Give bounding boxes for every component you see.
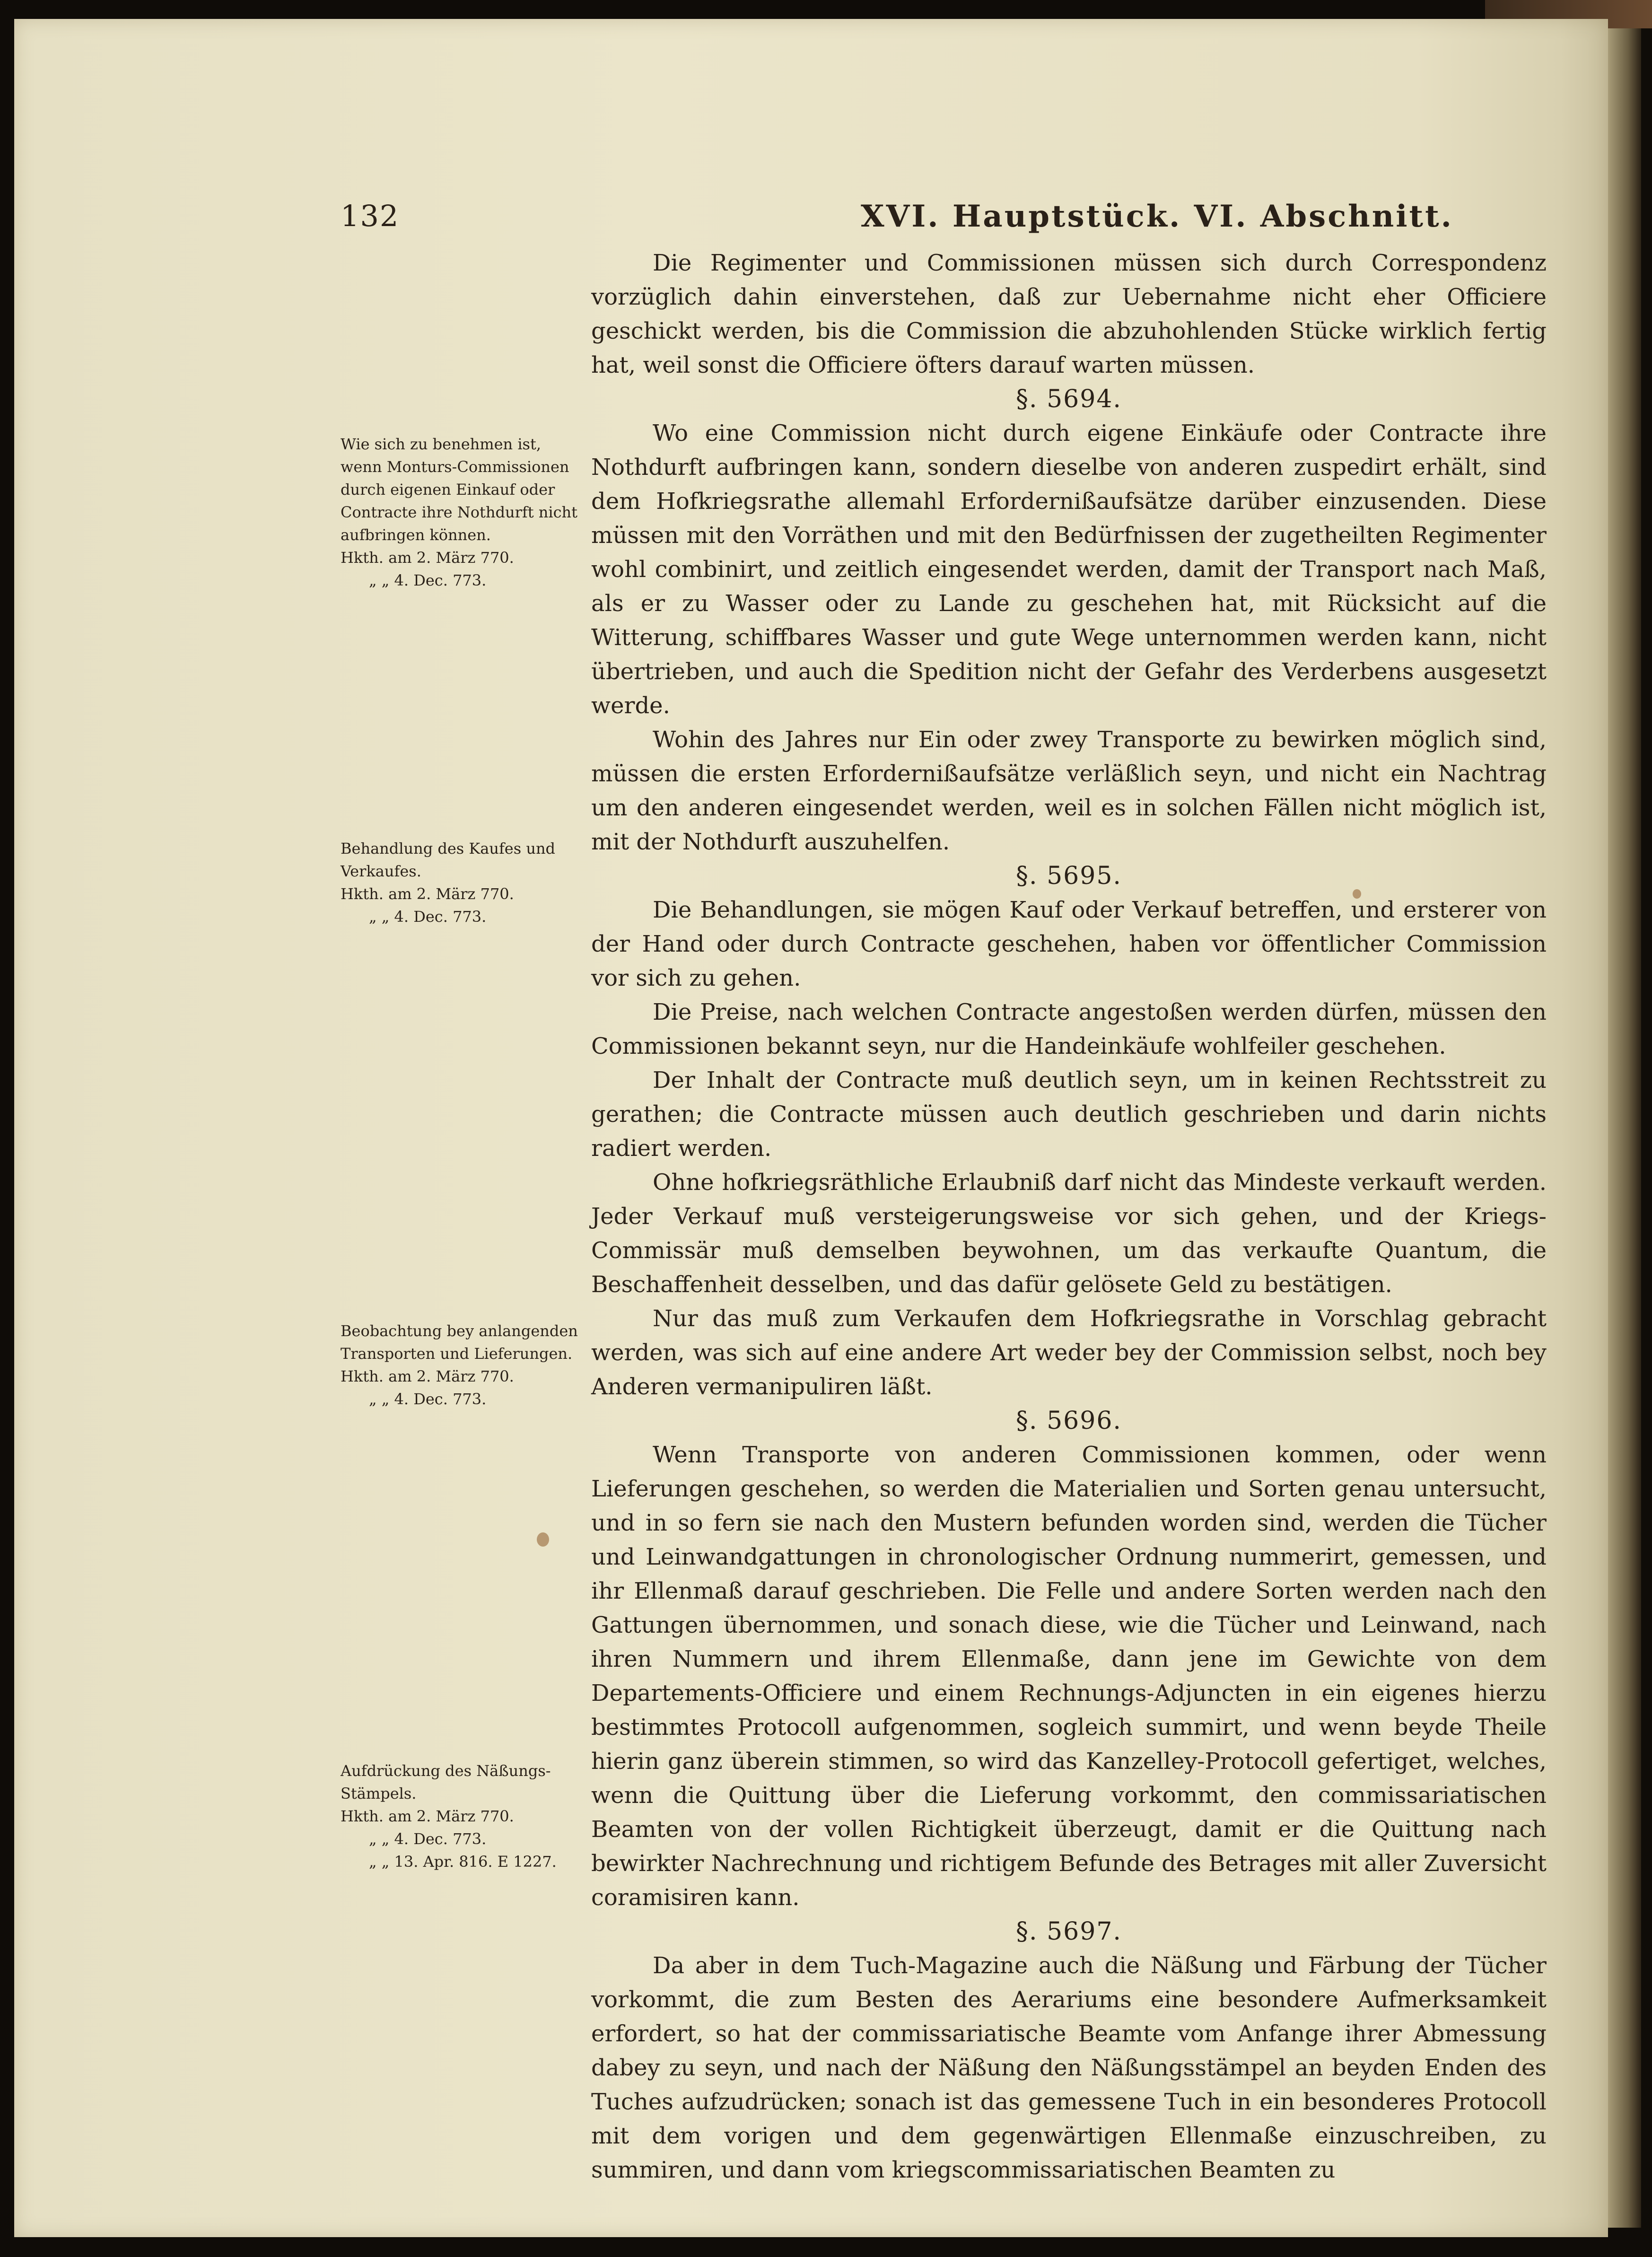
- margin-note-ref: Hkth. am 2. März 770.: [341, 1367, 514, 1385]
- margin-note-ref: Hkth. am 2. März 770.: [341, 1807, 514, 1825]
- margin-note-title: Wie sich zu benehmen ist, wenn Monturs-Commissionen durch eigenen Einkauf oder Contracte ihre Nothdurft nicht aufbringen können.: [341, 435, 577, 544]
- page-edge: [1608, 28, 1641, 2228]
- section-heading: §. 5696.: [1016, 1407, 1122, 1435]
- body-paragraph: Nur das muß zum Verkaufen dem Hofkriegsrathe in Vorschlag gebracht werden, was sich auf eine andere Art weder bey der Commission selbst, noch bey Anderen vermanipuliren läßt.: [591, 1305, 1547, 1400]
- body-paragraph: Wenn Transporte von anderen Commissionen kommen, oder wenn Lieferungen geschehen, so werden die Materialien und Sorten genau untersucht, und in so fern sie nach den Mustern befunden worden sind, werden die Tücher und Leinwandgattungen in chronologischer Ordnung nummerirt, gemessen, und ihr Ellenmaß darauf geschrieben. Die Felle und andere Sorten werden nach den Gattungen übernommen, und sonach diese, wie die Tücher und Leinwand, nach ihren Nummern und ihrem Ellenmaße, dann jene im Gewichte von dem Departements-Officiere und einem Rechnungs-Adjuncten in ein eigenes hierzu bestimmtes Protocoll aufgenommen, sogleich summirt, und wenn beyde Theile hierin ganz überein stimmen, so wird das Kanzelley-Protocoll gefertiget, welches, wenn die Quittung über die Lieferung vorkommt, den commissariatischen Beamten von der vollen Richtigkeit überzeugt, damit er die Quittung nach bewirkter Nachrechnung und richtigem Befunde des Betrages mit aller Zuversicht coramisiren kann.: [591, 1442, 1547, 1911]
- section-heading: §. 5695.: [1016, 862, 1122, 890]
- main-text-column: [591, 246, 1547, 2187]
- body-paragraph: Die Regimenter und Commissionen müssen sich durch Correspondenz vorzüglich dahin einverstehen, daß zur Uebernahme nicht eher Officiere geschickt werden, bis die Commission die abzuhohlenden Stücke wirklich fertig hat, weil sonst die Officiere öfters darauf warten müssen.: [591, 250, 1547, 378]
- body-paragraph: Die Preise, nach welchen Contracte angestoßen werden dürfen, müssen den Commissionen bekannt seyn, nur die Handeinkäufe wohlfeiler geschehen.: [591, 999, 1547, 1059]
- margin-note-title: Beobachtung bey anlangenden Transporten und Lieferungen.: [341, 1322, 578, 1363]
- body-paragraph: Die Behandlungen, sie mögen Kauf oder Verkauf betreffen, und ersterer von der Hand oder durch Contracte geschehen, haben vor öffentlicher Commission vor sich zu gehen.: [591, 897, 1547, 991]
- margin-note-ref: „ „ 4. Dec. 773.: [369, 1390, 487, 1408]
- margin-note-5696: [341, 1320, 582, 1410]
- body-paragraph: Ohne hofkriegsräthliche Erlaubniß darf nicht das Mindeste verkauft werden. Jeder Verkauf muß versteigerungsweise vor sich gehen, und der Kriegs-Commissär muß demselben beywohnen, um das verkaufte Quantum, die Beschaffenheit desselben, und das dafür gelösete Geld zu bestätigen.: [591, 1169, 1547, 1298]
- ink-stain: [537, 1532, 549, 1547]
- running-head: XVI. Hauptstück. VI. Abschnitt.: [861, 199, 1453, 234]
- margin-note-title: Behandlung des Kaufes und Verkaufes.: [341, 840, 556, 880]
- section-heading: §. 5697.: [1016, 1917, 1122, 1946]
- section-heading: §. 5694.: [1016, 385, 1122, 413]
- body-paragraph: Wohin des Jahres nur Ein oder zwey Transporte zu bewirken möglich sind, müssen die ersten Erfordernißaufsätze verläßlich seyn, und nicht ein Nachtrag um den anderen eingesendet werden, weil es in solchen Fällen nicht möglich ist, mit der Nothdurft auszuhelfen.: [591, 726, 1547, 855]
- body-paragraph: Der Inhalt der Contracte muß deutlich seyn, um in keinen Rechtsstreit zu gerathen; die Contracte müssen auch deutlich geschrieben und darin nichts radiert werden.: [591, 1067, 1547, 1162]
- margin-note-ref: „ „ 13. Apr. 816. E 1227.: [369, 1853, 557, 1871]
- body-paragraph: Da aber in dem Tuch-Magazine auch die Näßung und Färbung der Tücher vorkommt, die zum Besten des Aerariums eine besondere Aufmerksamkeit erfordert, so hat der commissariatische Beamte vom Anfange ihrer Abmessung dabey zu seyn, und nach der Näßung den Näßungsstämpel an beyden Enden des Tuches aufzudrücken; sonach ist das gemessene Tuch in ein besonderes Protocoll mit dem vorigen und dem gegenwärtigen Ellenmaße einzuschreiben, zu summiren, und dann vom kriegscommissariatischen Beamten zu: [591, 1952, 1547, 2183]
- margin-note-5695: [341, 837, 582, 928]
- body-paragraph: Wo eine Commission nicht durch eigene Einkäufe oder Contracte ihre Nothdurft aufbringen kann, sondern dieselbe von anderen zuspedirt erhält, sind dem Hofkriegsrathe allemahl Erfordernißaufsätze darüber einzusenden. Diese müssen mit den Vorräthen und mit den Bedürfnissen der zugetheilten Regimenter wohl combinirt, und zeitlich eingesendet werden, damit der Transport nach Maß, als er zu Wasser oder zu Lande zu geschehen hat, mit Rücksicht auf die Witterung, schiffbares Wasser und gute Wege unternommen werden kann, nicht übertrieben, und auch die Spedition nicht der Gefahr des Verderbens ausgesetzt werde.: [591, 420, 1547, 719]
- margin-note-ref: Hkth. am 2. März 770.: [341, 885, 514, 903]
- margin-note-5694: [341, 433, 582, 592]
- margin-note-ref: „ „ 4. Dec. 773.: [369, 571, 487, 589]
- margin-note-title: Aufdrückung des Näßungs-Stämpels.: [341, 1762, 551, 1802]
- page-number: 132: [341, 199, 400, 233]
- margin-note-ref: „ „ 4. Dec. 773.: [369, 1830, 487, 1848]
- margin-note-ref: „ „ 4. Dec. 773.: [369, 908, 487, 926]
- margin-note-ref: Hkth. am 2. März 770.: [341, 549, 514, 567]
- margin-note-5697: [341, 1759, 582, 1873]
